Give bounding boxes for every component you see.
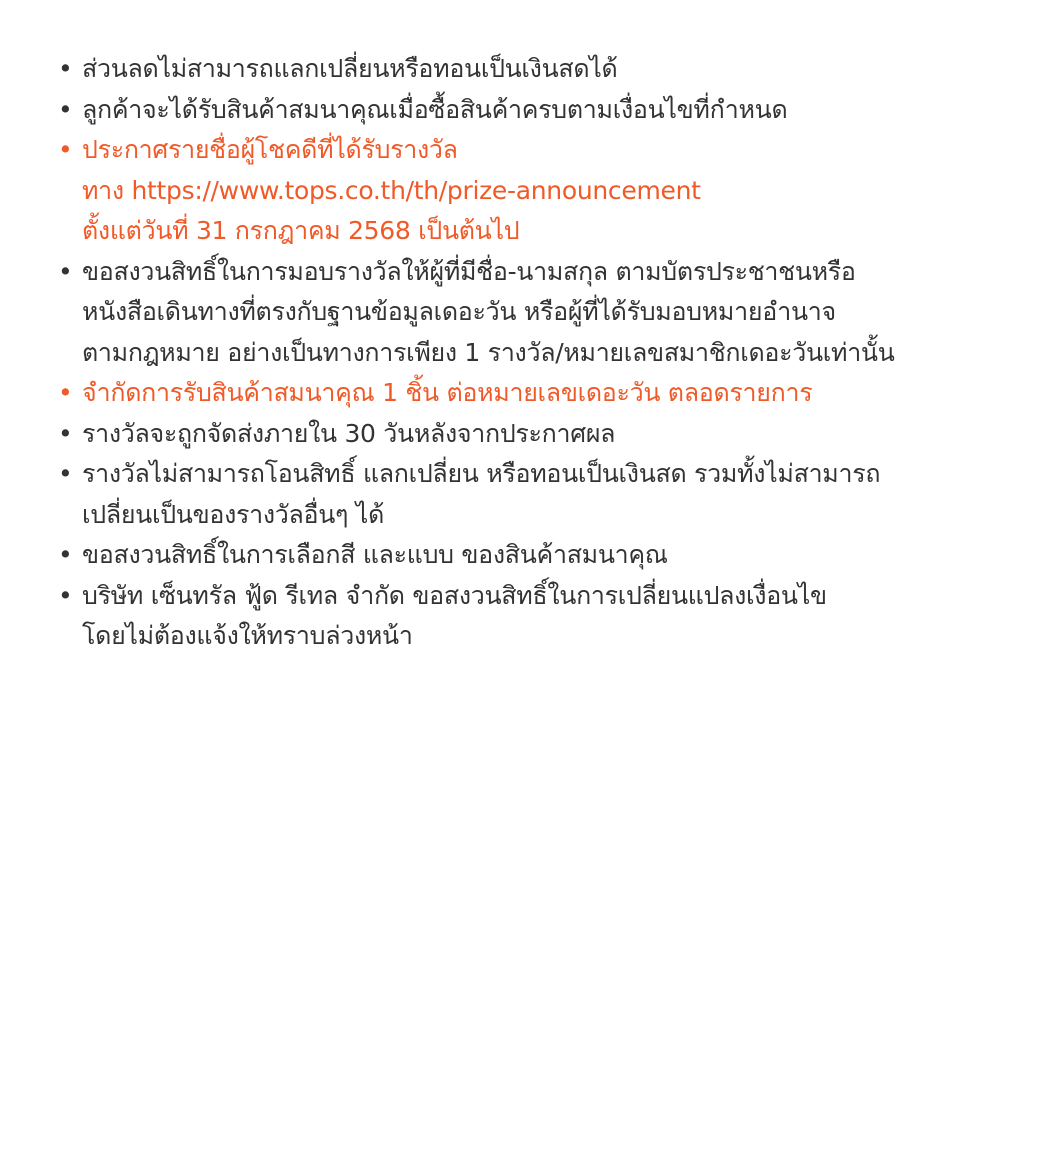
bullet-icon: •: [58, 580, 73, 610]
bullet-icon: •: [58, 135, 73, 164]
term-line: รางวัลจะถูกจัดส่งภายใน 30 วันหลังจากประกาศผล: [82, 418, 616, 448]
term-line: เปลี่ยนเป็นของรางวัลอื่นๆ ได้: [82, 499, 385, 529]
bullet-icon: •: [58, 54, 73, 83]
term-line: ตามกฎหมาย อย่างเป็นทางการเพียง 1 รางวัล/หมายเลขสมาชิกเดอะวันเท่านั้น: [82, 337, 895, 367]
term-item: [58, 252, 1038, 374]
term-item: [58, 454, 1038, 535]
term-item: [58, 90, 1038, 131]
bullet-icon: •: [58, 256, 73, 286]
term-item: [58, 535, 1038, 576]
term-item: [58, 49, 1038, 90]
term-item-limit: [58, 373, 1038, 414]
term-line: หนังสือเดินทางที่ตรงกับฐานข้อมูลเดอะวัน หรือผู้ที่ได้รับมอบหมายอำนาจ: [82, 297, 836, 326]
term-line: ลูกค้าจะได้รับสินค้าสมนาคุณเมื่อซื้อสินค้าครบตามเงื่อนไขที่กำหนด: [82, 94, 788, 124]
term-item-winner-announcement: [58, 130, 1038, 252]
term-line: โดยไม่ต้องแจ้งให้ทราบล่วงหน้า: [82, 621, 413, 650]
bullet-icon: •: [58, 94, 73, 124]
term-line: จำกัดการรับสินค้าสมนาคุณ 1 ชิ้น ต่อหมายเลขเดอะวัน ตลอดรายการ: [82, 378, 813, 407]
term-line: ประกาศรายชื่อผู้โชคดีที่ได้รับรางวัล: [82, 135, 458, 164]
terms-list: [58, 49, 1038, 657]
term-item: [58, 414, 1038, 455]
bullet-icon: •: [58, 459, 73, 488]
term-line: ส่วนลดไม่สามารถแลกเปลี่ยนหรือทอนเป็นเงินสดได้: [82, 54, 618, 83]
bullet-icon: •: [58, 418, 73, 448]
term-line: ตั้งแต่วันที่ 31 กรกฎาคม 2568 เป็นต้นไป: [82, 216, 520, 245]
announcement-link: ทาง https://www.tops.co.th/th/prize-announcement: [82, 175, 701, 205]
bullet-icon: •: [58, 540, 73, 569]
term-line: รางวัลไม่สามารถโอนสิทธิ์ แลกเปลี่ยน หรือทอนเป็นเงินสด รวมทั้งไม่สามารถ: [82, 459, 881, 488]
term-line: บริษัท เซ็นทรัล ฟู้ด รีเทล จำกัด ขอสงวนสิทธิ์ในการเปลี่ยนแปลงเงื่อนไข: [82, 580, 827, 610]
bullet-icon: •: [58, 378, 73, 407]
term-line: ขอสงวนสิทธิ์ในการเลือกสี และแบบ ของสินค้าสมนาคุณ: [82, 540, 668, 569]
term-line: ขอสงวนสิทธิ์ในการมอบรางวัลให้ผู้ที่มีชื่อ-นามสกุล ตามบัตรประชาชนหรือ: [82, 256, 856, 286]
term-item: [58, 576, 1038, 657]
